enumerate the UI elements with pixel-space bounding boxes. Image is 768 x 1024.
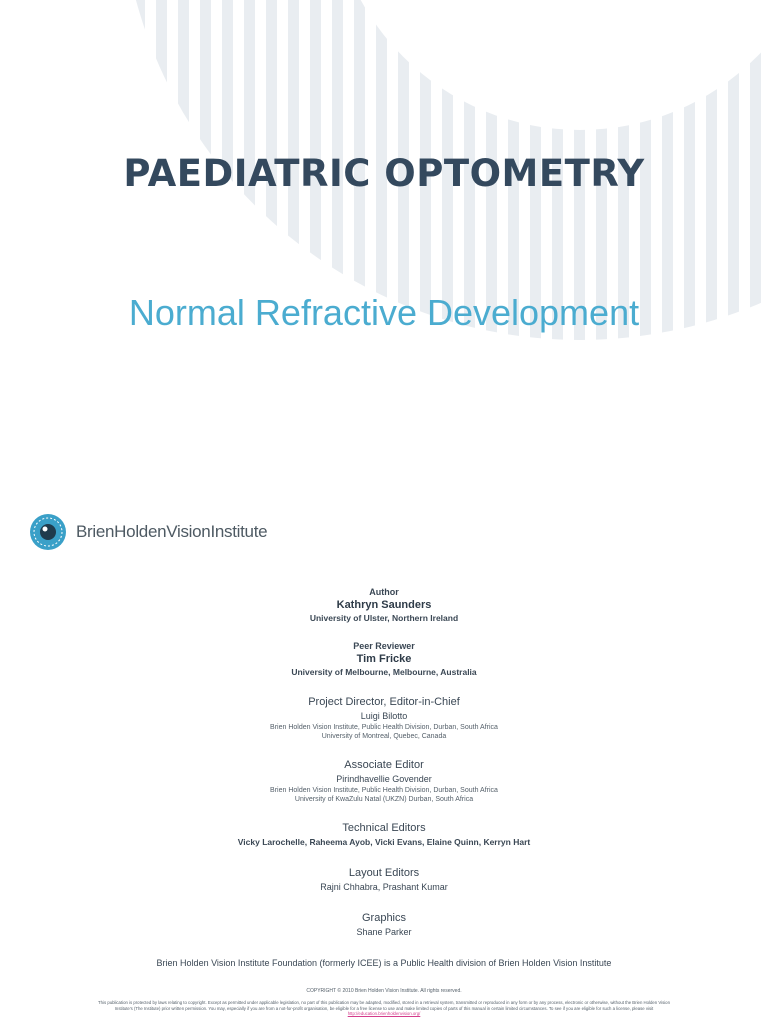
graphics-names: Shane Parker bbox=[356, 927, 412, 937]
associate-editor-label: Associate Editor bbox=[344, 759, 424, 771]
technical-editors-label: Technical Editors bbox=[342, 822, 426, 834]
copyright-notice: COPYRIGHT © 2010 Brien Holden Vision Institute. All rights reserved. bbox=[306, 988, 462, 994]
technical-editors-names: Vicky Larochelle, Raheema Ayob, Vicki Evans, Elaine Quinn, Kerryn Hart bbox=[237, 837, 531, 847]
associate-editor-affiliation-1: Brien Holden Vision Institute, Public Health Division, Durban, South Africa bbox=[270, 787, 498, 794]
peer-reviewer-affiliation: University of Melbourne, Melbourne, Australia bbox=[291, 667, 477, 677]
document-title: PAEDIATRIC OPTOMETRY bbox=[123, 152, 645, 195]
credits-section bbox=[0, 586, 768, 955]
author-block bbox=[0, 586, 768, 624]
legal-text-1: This publication is protected by laws relating to copyright. Except as permitted under applicable legislation, no part of this publication may be adapted, modified, stored in a retrieval system, transmitted or reproduced in any form or by any process, electronic or otherwise, without the Brien Holden Vision bbox=[98, 1000, 670, 1005]
project-director-block bbox=[0, 694, 768, 741]
education-link[interactable]: http://education.brienholdenvision.org/ bbox=[347, 1011, 421, 1016]
associate-editor-affiliation-2: University of KwaZulu Natal (UKZN) Durban, South Africa bbox=[294, 796, 474, 803]
layout-editors-names: Rajni Chhabra, Prashant Kumar bbox=[320, 882, 448, 892]
peer-reviewer-name: Tim Fricke bbox=[356, 653, 412, 665]
foundation-statement: Brien Holden Vision Institute Foundation (formerly ICEE) is a Public Health division of Brien Holden Vision Institute bbox=[156, 958, 612, 968]
legal-notice bbox=[20, 1000, 748, 1017]
project-director-name: Luigi Bilotto bbox=[360, 711, 408, 721]
logo-wordmark: BrienHoldenVisionInstitute bbox=[76, 522, 268, 541]
layout-editors-label: Layout Editors bbox=[348, 867, 420, 879]
graphics-label: Graphics bbox=[361, 912, 407, 924]
layout-editors-block bbox=[0, 865, 768, 894]
associate-editor-block bbox=[0, 757, 768, 804]
document-subtitle: Normal Refractive Development bbox=[128, 292, 640, 333]
author-name: Kathryn Saunders bbox=[336, 599, 432, 611]
technical-editors-block bbox=[0, 820, 768, 849]
associate-editor-name: Pirindhavellie Govender bbox=[336, 774, 432, 784]
peer-reviewer-block bbox=[0, 640, 768, 678]
peer-reviewer-label: Peer Reviewer bbox=[353, 641, 415, 651]
project-director-affiliation-1: Brien Holden Vision Institute, Public Health Division, Durban, South Africa bbox=[270, 724, 498, 731]
project-director-affiliation-2: University of Montreal, Quebec, Canada bbox=[321, 733, 447, 740]
legal-text-2: Institute's (The Institute) prior written permission. You may, especially if you are from a not-for-profit organisation, be eligible for a free license to use and make limited copies of parts of this manual in certain limited circumstances. To see if you are eligible for such a license, please visit bbox=[114, 1005, 654, 1011]
author-label: Author bbox=[369, 587, 399, 597]
institute-logo bbox=[28, 512, 267, 552]
project-director-label: Project Director, Editor-in-Chief bbox=[308, 696, 460, 708]
author-affiliation: University of Ulster, Northern Ireland bbox=[309, 613, 459, 623]
eye-logo-icon bbox=[28, 512, 68, 552]
graphics-block bbox=[0, 910, 768, 939]
